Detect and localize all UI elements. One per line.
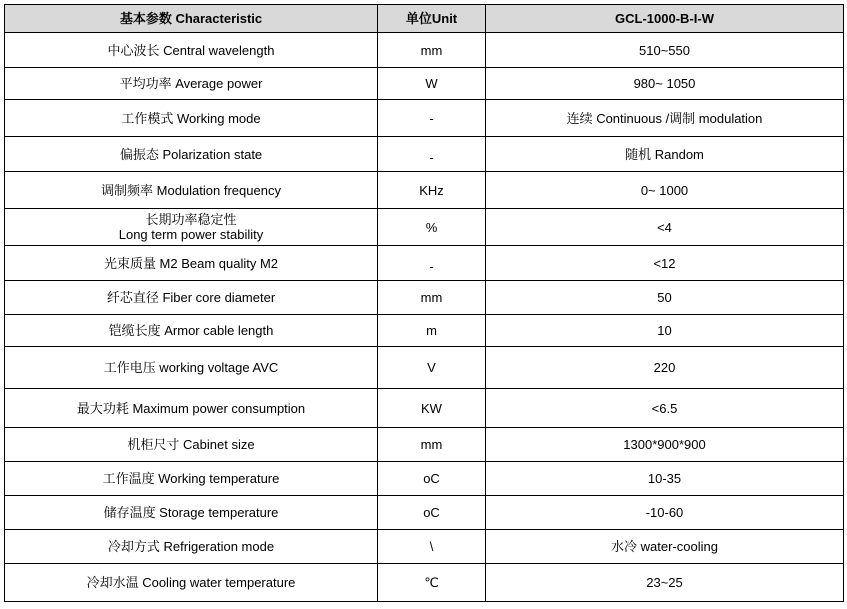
spec-table: [4, 4, 844, 602]
value-cell: 220: [486, 347, 844, 389]
table-row: [5, 68, 844, 100]
param-cell: 工作模式 Working mode: [5, 100, 378, 137]
value-cell: -10-60: [486, 496, 844, 530]
table-row: [5, 496, 844, 530]
value-cell: 水冷 water-cooling: [486, 530, 844, 564]
table-row: [5, 137, 844, 172]
unit-cell: KW: [378, 389, 486, 428]
param-cell: 机柜尺寸 Cabinet size: [5, 428, 378, 462]
value-cell: 980~ 1050: [486, 68, 844, 100]
table-row: [5, 172, 844, 209]
unit-cell: %: [378, 209, 486, 246]
value-cell: 23~25: [486, 564, 844, 602]
table-row: [5, 530, 844, 564]
unit-cell: ℃: [378, 564, 486, 602]
param-cell: 储存温度 Storage temperature: [5, 496, 378, 530]
unit-cell: -: [378, 246, 486, 281]
unit-cell: V: [378, 347, 486, 389]
param-cell: 工作电压 working voltage AVC: [5, 347, 378, 389]
unit-cell: mm: [378, 33, 486, 68]
value-cell: <4: [486, 209, 844, 246]
param-cell: 偏振态 Polarization state: [5, 137, 378, 172]
param-cell: 光束质量 M2 Beam quality M2: [5, 246, 378, 281]
value-cell: 随机 Random: [486, 137, 844, 172]
table-row: [5, 462, 844, 496]
table-row: [5, 347, 844, 389]
value-cell: 10: [486, 315, 844, 347]
unit-cell: oC: [378, 462, 486, 496]
unit-cell: mm: [378, 428, 486, 462]
table-row: [5, 209, 844, 246]
value-cell: 510~550: [486, 33, 844, 68]
table-row: [5, 428, 844, 462]
param-cell: 铠缆长度 Armor cable length: [5, 315, 378, 347]
param-cell: 冷却水温 Cooling water temperature: [5, 564, 378, 602]
header-model: GCL-1000-B-I-W: [486, 5, 844, 33]
value-cell: 50: [486, 281, 844, 315]
param-cell: 调制频率 Modulation frequency: [5, 172, 378, 209]
value-cell: 10-35: [486, 462, 844, 496]
param-cell: 平均功率 Average power: [5, 68, 378, 100]
table-row: [5, 33, 844, 68]
header-unit: 单位Unit: [378, 5, 486, 33]
value-cell: <12: [486, 246, 844, 281]
value-cell: 连续 Continuous /调制 modulation: [486, 100, 844, 137]
value-cell: <6.5: [486, 389, 844, 428]
value-cell: 1300*900*900: [486, 428, 844, 462]
table-row: [5, 389, 844, 428]
param-cell: 中心波长 Central wavelength: [5, 33, 378, 68]
unit-cell: m: [378, 315, 486, 347]
param-cell: 工作温度 Working temperature: [5, 462, 378, 496]
param-cell: [5, 209, 378, 246]
unit-cell: mm: [378, 281, 486, 315]
table-row: [5, 100, 844, 137]
unit-cell: W: [378, 68, 486, 100]
unit-cell: KHz: [378, 172, 486, 209]
value-cell: 0~ 1000: [486, 172, 844, 209]
param-cell: 纤芯直径 Fiber core diameter: [5, 281, 378, 315]
table-row: [5, 315, 844, 347]
table-row: [5, 564, 844, 602]
unit-cell: \: [378, 530, 486, 564]
param-line-zh: 长期功率稳定性: [145, 212, 237, 227]
table-row: [5, 246, 844, 281]
param-cell: 最大功耗 Maximum power consumption: [5, 389, 378, 428]
param-cell: 冷却方式 Refrigeration mode: [5, 530, 378, 564]
unit-cell: -: [378, 100, 486, 137]
header-characteristic: 基本参数 Characteristic: [5, 5, 378, 33]
unit-cell: oC: [378, 496, 486, 530]
table-row: [5, 281, 844, 315]
header-row: [5, 5, 844, 33]
param-line-en: Long term power stability: [118, 227, 264, 242]
unit-cell: -: [378, 137, 486, 172]
